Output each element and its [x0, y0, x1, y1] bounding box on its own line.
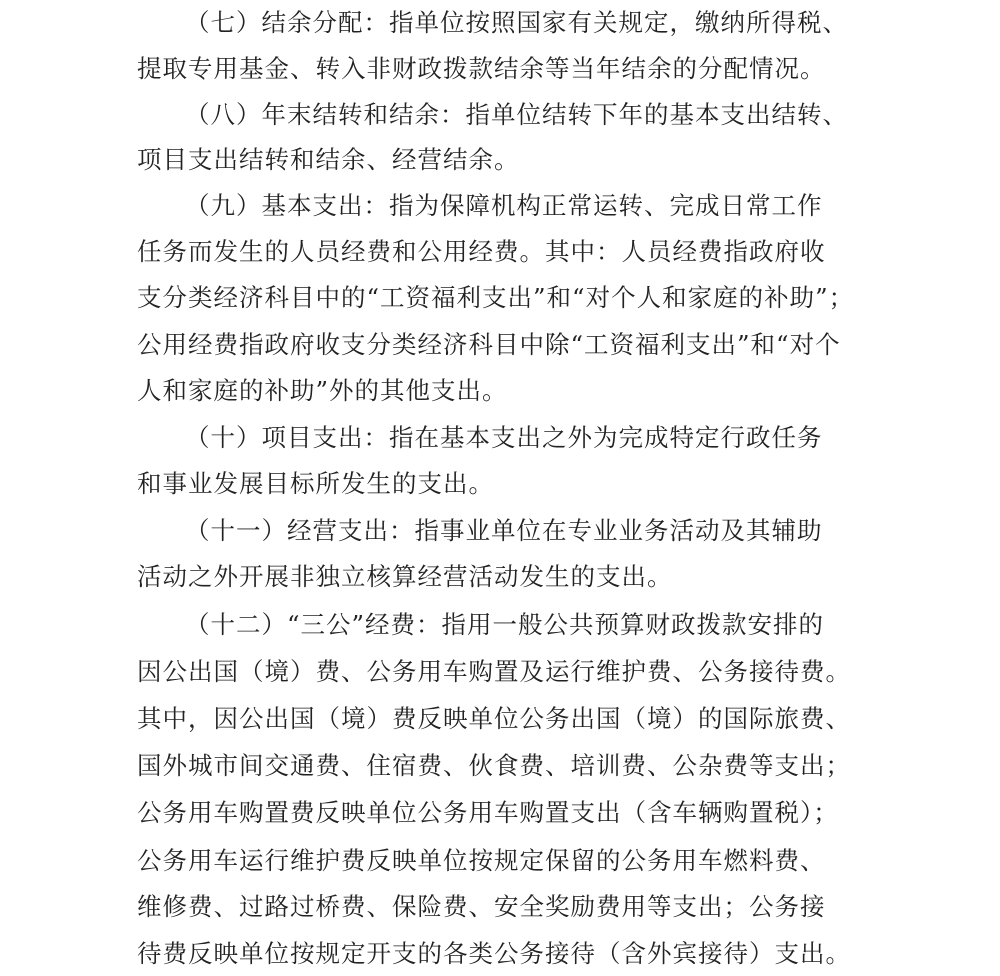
text-line: （九）基本支出：指为保障机构正常运转、完成日常工作	[185, 191, 823, 220]
text-line: （八）年末结转和结余：指单位结转下年的基本支出结转、	[185, 100, 848, 129]
text-line: （七）结余分配：指单位按照国家有关规定，缴纳所得税、	[185, 8, 848, 37]
text-line: 项目支出结转和结余、经营结余。	[137, 145, 520, 174]
text-line: 待费反映单位按规定开支的各类公务接待（含外宾接待）支出。	[137, 939, 851, 968]
text-line: 人和家庭的补助”外的其他支出。	[137, 376, 508, 405]
text-line: （十一）经营支出：指事业单位在专业业务活动及其辅助	[185, 516, 823, 545]
text-line: 支分类经济科目中的“工资福利支出”和“对个人和家庭的补助”；	[137, 283, 855, 312]
text-line: 公用经费指政府收支分类经济科目中除“工资福利支出”和“对个	[137, 330, 841, 359]
text-line: 其中，因公出国（境）费反映单位公务出国（境）的国际旅费、	[137, 704, 851, 733]
text-line: 提取专用基金、转入非财政拨款结余等当年结余的分配情况。	[137, 54, 826, 83]
text-line: 因公出国（境）费、公务用车购置及运行维护费、公务接待费。	[137, 657, 851, 686]
text-line: 国外城市间交通费、住宿费、伙食费、培训费、公杂费等支出；	[137, 751, 851, 780]
text-line: 公务用车运行维护费反映单位按规定保留的公务用车燃料费、	[137, 846, 826, 875]
text-line: 公务用车购置费反映单位公务用车购置支出（含车辆购置税）；	[137, 798, 839, 827]
text-line: （十）项目支出：指在基本支出之外为完成特定行政任务	[185, 423, 823, 452]
text-line: 和事业发展目标所发生的支出。	[137, 469, 494, 498]
text-line: 任务而发生的人员经费和公用经费。其中：人员经费指政府收	[137, 237, 826, 266]
text-line: （十二）“三公”经费：指用一般公共预算财政拨款安排的	[185, 610, 825, 639]
text-line: 活动之外开展非独立核算经营活动发生的支出。	[137, 562, 673, 591]
text-line: 维修费、过路过桥费、保险费、安全奖励费用等支出；公务接	[137, 892, 826, 921]
